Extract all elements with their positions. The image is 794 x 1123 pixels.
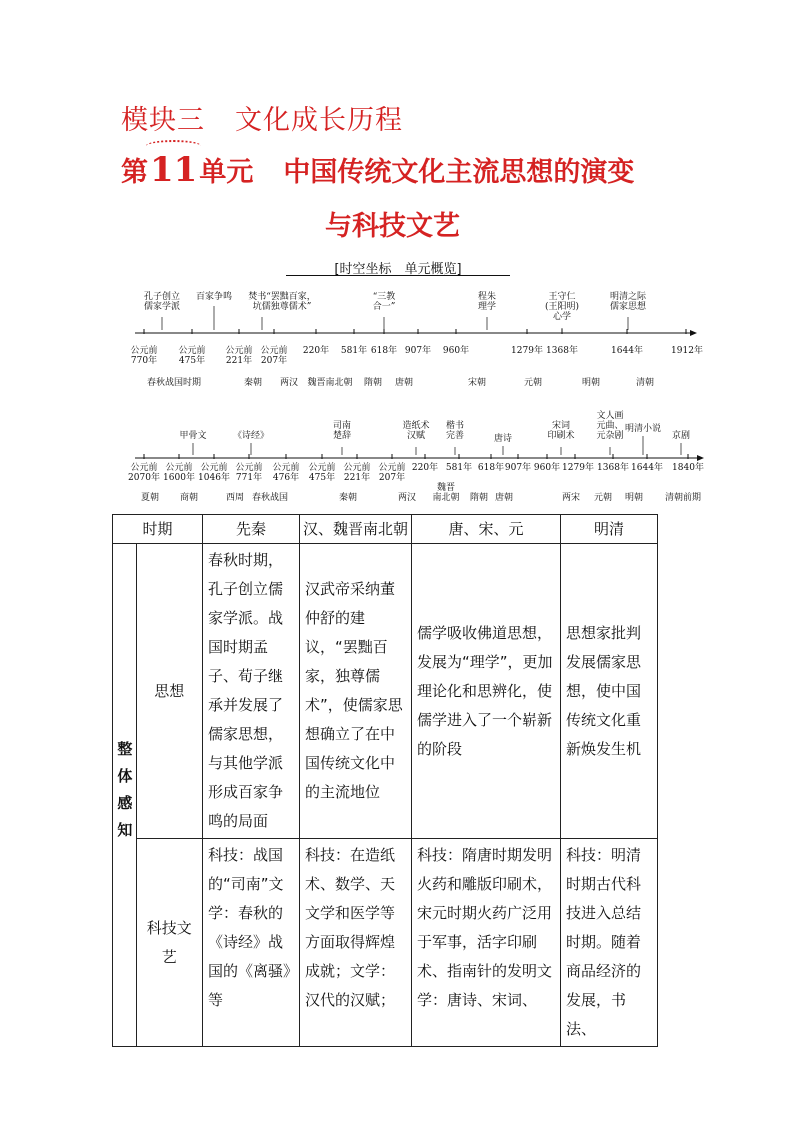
header-han: 汉、魏晋南北朝 [300,515,412,544]
timeline-date: 618年 [477,463,505,473]
timeline-date: 771年 [235,473,263,483]
timeline-event: 坑儒独尊儒术” [252,302,312,312]
timeline-date: 1600年 [163,473,195,483]
unit-title-post: 单元 [199,157,254,188]
timeline-date: 公元前 [272,463,300,473]
timeline-period: 两汉 [279,378,299,388]
timeline-date: 公元前 [130,463,158,473]
timeline-date: 1279年 [511,346,543,356]
timeline-date: 207年 [260,356,288,366]
row-label: 科技文艺 [136,839,202,1047]
side-label: 整体感知 [115,741,134,849]
timeline-date: 1912年 [671,346,703,356]
timeline-arrow [690,330,697,336]
timeline-tech-arts [128,409,704,503]
header-period: 时期 [113,515,203,544]
timeline-period: 明朝 [581,378,601,388]
timeline-period: 清朝 [635,378,655,388]
timeline-date: 220年 [411,463,439,473]
timeline-period: 秦朝 [338,493,358,503]
timeline-date: 2070年 [128,473,160,483]
timeline-date: 907年 [504,463,532,473]
timeline-event: 儒家思想 [609,302,647,312]
timeline-date: 公元前 [130,346,158,356]
timeline-period: 宋朝 [467,378,487,388]
timeline-period: 南北朝 [432,493,460,503]
timeline-period: 春秋战国 [251,493,289,503]
timeline-date: 207年 [378,473,406,483]
table-header-row [113,515,658,544]
timeline-period: 夏朝 [140,493,160,503]
table-cell: 科技：在造纸术、数学、天文学和医学等方面取得辉煌成就；文学：汉代的汉赋； [300,839,412,1047]
timeline-event: “三教 [372,292,396,302]
timeline-date: 618年 [370,346,398,356]
unit-title-main: 中国传统文化主流思想的演变 [283,157,635,188]
timeline-event: 印刷术 [547,431,575,441]
timeline-event: 楷书 [445,421,465,431]
timeline-event: 王守仁 [548,292,576,302]
timeline-date: 公元前 [200,463,228,473]
timeline-date: 公元前 [378,463,406,473]
timeline-period: 明朝 [624,493,644,503]
table-cell: 汉武帝采纳董仲舒的建议，“罢黜百家，独尊儒术”，使儒家思想确立了在中国传统文化中的主流地位 [300,544,412,839]
header-pre-qin: 先秦 [203,515,300,544]
timeline-event: 楚辞 [332,431,352,441]
unit-number-text: 11 [150,150,198,190]
table-cell: 春秋时期，孔子创立儒家学派。战国时期孟子、荀子继承并发展了儒家思想，与其他学派形成百家争鸣的局面 [203,544,300,839]
timeline-event: 心学 [552,312,572,322]
timeline-date: 公元前 [235,463,263,473]
timeline-event: 明清小说 [624,424,662,434]
timeline-event: 文人画 [596,411,624,421]
timeline-period: 两宋 [561,493,581,503]
timeline-period: 隋朝 [363,378,383,388]
timeline-event: (王阳明) [544,302,580,312]
timeline-period: 商朝 [179,493,199,503]
module-number: 模块三 [121,105,205,136]
timeline-date: 公元前 [260,346,288,356]
timeline-date: 221年 [343,473,371,483]
timeline-event: 儒家学派 [143,302,181,312]
timeline-date: 1368年 [546,346,578,356]
timeline-date: 公元前 [225,346,253,356]
timeline-date: 960年 [442,346,470,356]
timeline-date: 960年 [533,463,561,473]
timeline-date: 公元前 [165,463,193,473]
timeline-period: 两汉 [397,493,417,503]
timelines [0,0,794,510]
header-tang-song-yuan: 唐、宋、元 [412,515,561,544]
timeline-period: 春秋战国时期 [146,378,202,388]
timeline-event: 汉赋 [406,431,426,441]
timeline-period: 西周 [225,493,245,503]
overview-heading: [时空坐标 单元概览] [334,262,462,277]
timeline-date: 581年 [340,346,368,356]
timeline-event: 司南 [332,421,352,431]
timeline-event: 宋词 [551,421,571,431]
timeline-date: 220年 [302,346,330,356]
timeline-event: 唐诗 [493,434,513,444]
row-label: 思想 [136,544,202,839]
table-cell: 科技：战国的“司南”文学：春秋的《诗经》战国的《离骚》等 [203,839,300,1047]
timeline-period: 元朝 [523,378,543,388]
unit-title-pre: 第 [121,157,148,188]
timeline-event: 京剧 [671,431,691,441]
timeline-event: 元杂剧 [596,431,624,441]
timeline-period: 魏晋 [436,483,456,493]
timeline-date: 475年 [308,473,336,483]
timeline-date: 581年 [445,463,473,473]
timeline-event: 百家争鸣 [195,292,233,302]
timeline-date: 公元前 [343,463,371,473]
timeline-event: 明清之际 [609,292,647,302]
side-label-cell [113,544,137,1047]
timeline-period: 隋朝 [469,493,489,503]
table-row [113,544,658,839]
table-cell: 思想家批判发展儒家思想，使中国传统文化重新焕发生机 [561,544,658,839]
summary-table [112,514,658,1047]
timeline-period: 秦朝 [243,378,263,388]
timeline-event: 《诗经》 [232,431,270,441]
timeline-period: 清朝前期 [664,493,702,503]
timeline-event: 合一” [372,302,396,312]
timeline-date: 476年 [272,473,300,483]
timeline-event: 焚书“罢黜百家， [248,292,316,302]
timeline-thought [130,290,702,388]
timeline-event: 孔子创立 [143,292,181,302]
timeline-period: 魏晋南北朝 [307,378,353,388]
timeline-date: 1644年 [611,346,643,356]
timeline-period: 元朝 [593,493,613,503]
timeline-date: 1644年 [631,463,663,473]
table-cell: 科技：隋唐时期发明火药和雕版印刷术，宋元时期火药广泛用于军事，活字印刷术、指南针的发明文学：唐诗、宋词、 [412,839,561,1047]
timeline-date: 1368年 [597,463,629,473]
timeline-event: 造纸术 [402,421,430,431]
timeline-date: 770年 [130,356,158,366]
timeline-date: 907年 [404,346,432,356]
timeline-period: 唐朝 [394,378,414,388]
table-cell: 科技：明清时期古代科技进入总结时期。随着商品经济的发展，书法、 [561,839,658,1047]
unit-title-line2: 与科技文艺 [325,211,460,242]
module-name: 文化成长历程 [235,105,403,136]
timeline-date: 475年 [178,356,206,366]
timeline-event: 理学 [477,302,497,312]
timeline-date: 221年 [225,356,253,366]
timeline-event: 完善 [445,431,465,441]
timeline-date: 1840年 [672,463,704,473]
table-cell: 儒学吸收佛道思想，发展为“理学”，更加理论化和思辨化，使儒学进入了一个崭新的阶段 [412,544,561,839]
timeline-date: 1279年 [562,463,594,473]
timeline-date: 1046年 [198,473,230,483]
timeline-arrow [697,455,704,461]
timeline-period: 唐朝 [494,493,514,503]
table-row [113,839,658,1047]
timeline-date: 公元前 [178,346,206,356]
timeline-event: 元曲、 [596,421,624,431]
timeline-event: 程朱 [477,292,497,302]
timeline-event: 甲骨文 [179,431,207,441]
header-ming-qing: 明清 [561,515,658,544]
timeline-date: 公元前 [308,463,336,473]
